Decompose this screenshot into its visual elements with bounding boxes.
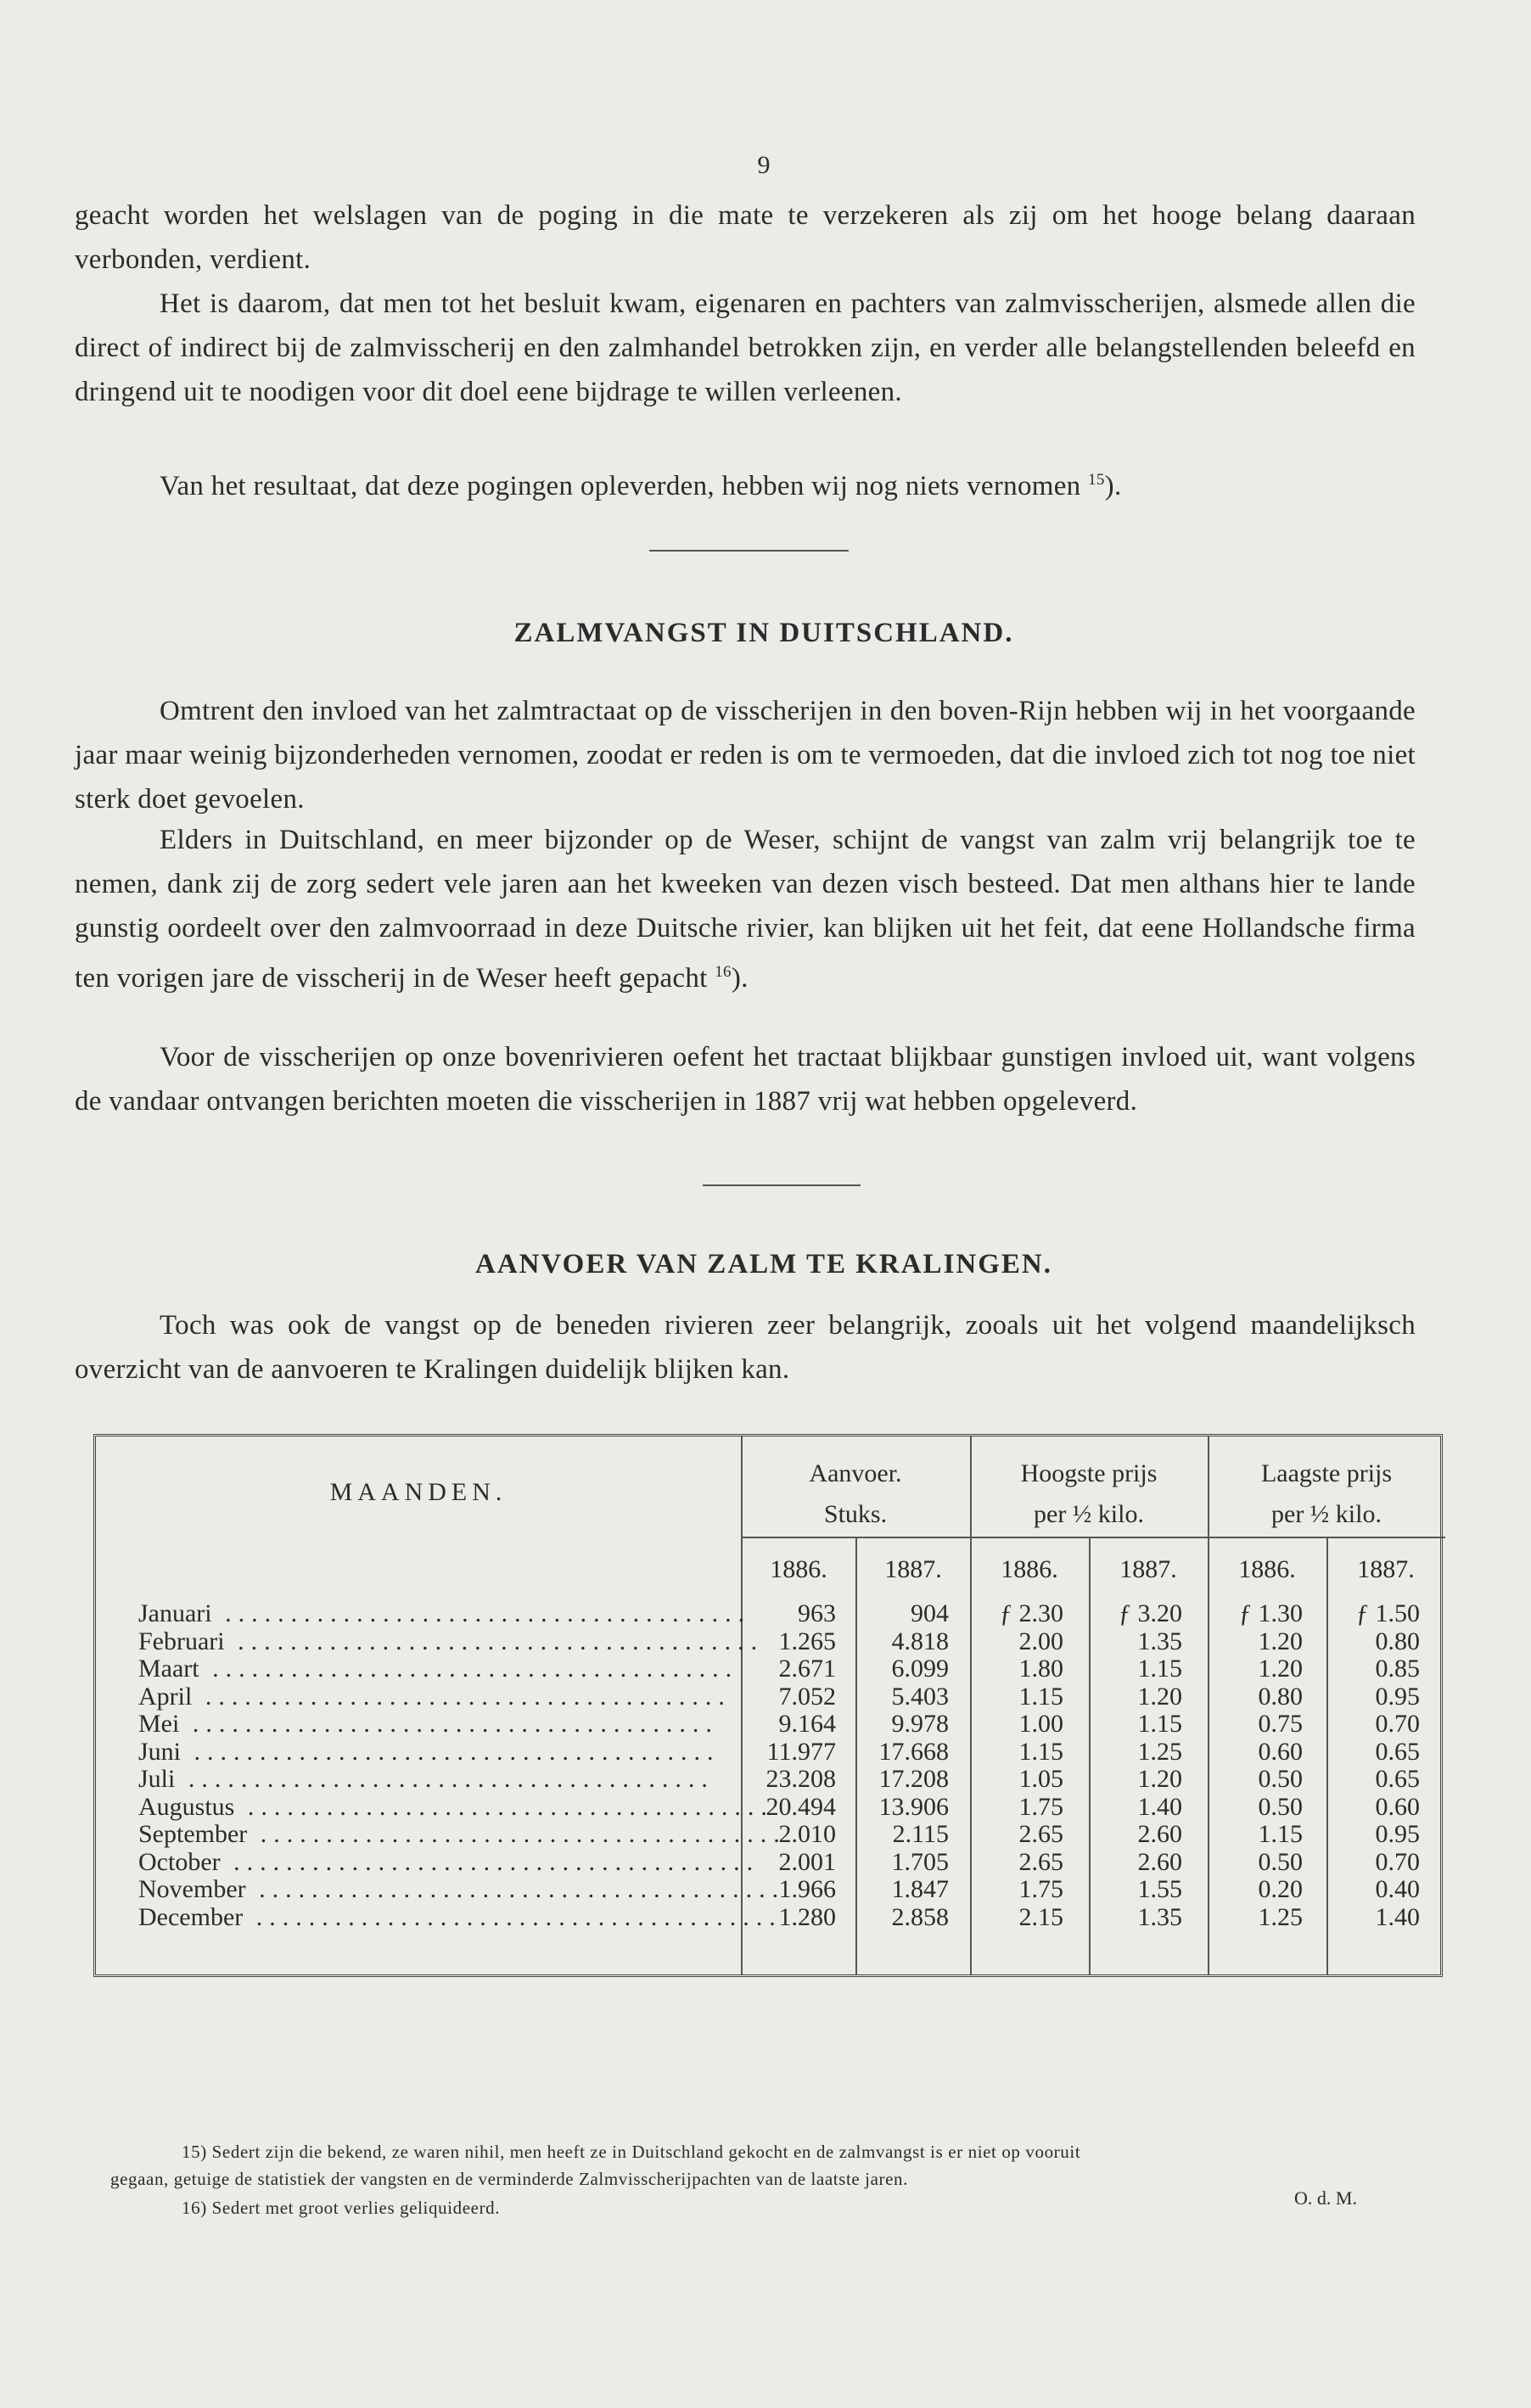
footnote-16-text: Sedert met groot verlies geliquideerd. — [211, 2198, 501, 2218]
table-cell: 1.25 — [1258, 1902, 1303, 1931]
paragraph-2: Het is daarom, dat men tot het besluit kwam, eigenaren en pachters van zalmvisscherijen, alsmede allen die direct of indirect bij de zalmvisscherij en den zalmhandel betrokken zijn, en verder alle belangstellenden beleefd en dringend uit te noodigen voor dit doel eene bijdrage te willen verleenen. — [75, 288, 1416, 407]
table-cell: 904 — [911, 1599, 949, 1627]
table-cell: 1.20 — [1258, 1655, 1303, 1683]
year-header: 1886. — [770, 1555, 827, 1583]
table-cell: 0.60 — [1375, 1792, 1420, 1821]
table-cell: 9.164 — [778, 1710, 836, 1738]
table-cell: 1.40 — [1375, 1902, 1420, 1931]
leader-dots: ........................................ — [224, 1627, 765, 1655]
table-cell: 0.85 — [1375, 1655, 1420, 1683]
footnote-15-continued: gegaan, getuige de statistiek der vangsten en de verminderde Zalmvisscherijpachten van de laatste jaren. — [110, 2169, 908, 2189]
month-label: Januari — [138, 1599, 212, 1627]
table-row — [138, 1627, 765, 1656]
header-laagste-line2: per ½ kilo. — [1271, 1500, 1382, 1528]
table-cell: 13.906 — [878, 1792, 949, 1821]
footnote-ref-15: 15 — [1088, 471, 1105, 489]
table-cell: 2.60 — [1137, 1820, 1182, 1848]
paragraph-1: geacht worden het welslagen van de poging in die mate te verzekeren als zij om het hooge belang daaraan verbonden, verdient. — [75, 200, 1416, 275]
table-cell: 4.818 — [891, 1627, 949, 1655]
footnote-ref-16: 16 — [715, 963, 732, 981]
month-label: Augustus — [138, 1792, 235, 1821]
month-label: November — [138, 1875, 246, 1903]
table-row — [138, 1738, 732, 1767]
paragraph-3 — [75, 458, 1416, 508]
leader-dots: ........................................ — [220, 1847, 760, 1876]
month-label: Juli — [138, 1765, 176, 1793]
footnote-15 — [182, 2138, 1531, 2165]
month-label: Juni — [138, 1737, 182, 1766]
table-cell: 0.65 — [1375, 1765, 1420, 1793]
table-cell: 1.20 — [1258, 1627, 1303, 1655]
table-row — [138, 1875, 786, 1904]
table-cell: 2.115 — [892, 1820, 949, 1848]
table-cell: 1.75 — [1018, 1875, 1063, 1903]
footnote-15-mark: 15) — [182, 2142, 207, 2162]
table-cell: 1.35 — [1137, 1902, 1182, 1931]
table-cell: 1.705 — [891, 1847, 949, 1876]
table-cell: 1.15 — [1018, 1682, 1063, 1711]
table-row — [138, 1710, 732, 1739]
table-row — [138, 1765, 732, 1794]
kralingen-table — [93, 1434, 1443, 1977]
table-cell: 0.95 — [1375, 1682, 1420, 1711]
table-cell: 17.208 — [878, 1765, 949, 1793]
header-laagste-line1: Laagste prijs — [1260, 1459, 1393, 1487]
paragraph-3-end: ). — [1104, 471, 1122, 501]
section1-paragraph-2-text: Elders in Duitschland, en meer bijzonder op de Weser, schijnt de vangst van zalm vrij belangrijk toe te nemen, dank zij de zorg sedert vele jaren aan het kweeken van dezen visch besteed. Dat men althans hier te lande gunstig oordeelt over den zalmvoorraad in deze Duitsche rivier, kan blijken uit het feit, dat eene Hollandsche firma ten vorigen jare de visscherij in de Weser heeft gepacht — [75, 825, 1416, 994]
table-row — [138, 1902, 782, 1932]
table-cell: 17.668 — [878, 1737, 949, 1766]
table-cell: 1.15 — [1018, 1737, 1063, 1766]
header-aanvoer — [741, 1453, 970, 1535]
table-cell: 0.65 — [1375, 1737, 1420, 1766]
table-cell: 11.977 — [766, 1737, 836, 1766]
month-label: April — [138, 1682, 193, 1711]
table-cell: 0.50 — [1258, 1765, 1303, 1793]
month-label: September — [138, 1820, 248, 1848]
leader-dots: ........................................ — [245, 1875, 786, 1903]
heading-zalmvangst: ZALMVANGST IN DUITSCHLAND. — [513, 618, 1014, 648]
table-cell: 20.494 — [766, 1792, 836, 1821]
table-cell: 7.052 — [778, 1682, 836, 1711]
table-cell: 1.280 — [778, 1902, 836, 1931]
table-row — [138, 1599, 752, 1628]
table-cell: 0.70 — [1375, 1710, 1420, 1738]
table-row — [138, 1655, 739, 1683]
month-label: December — [138, 1902, 244, 1931]
leader-dots: ........................................ — [234, 1792, 774, 1821]
leader-dots: ........................................ — [199, 1655, 739, 1683]
table-cell: 2.65 — [1018, 1820, 1063, 1848]
table-cell: 1.966 — [778, 1875, 836, 1903]
month-label: Mei — [138, 1710, 180, 1738]
table-cell: ƒ 1.30 — [1239, 1599, 1303, 1627]
header-hoogste-line1: Hoogste prijs — [1020, 1459, 1158, 1487]
table-cell: ƒ 2.30 — [1000, 1599, 1063, 1627]
table-cell: 0.95 — [1375, 1820, 1420, 1848]
table-cell: ƒ 3.20 — [1119, 1599, 1182, 1627]
table-cell: 0.50 — [1258, 1792, 1303, 1821]
table-row — [138, 1683, 732, 1711]
table-cell: 1.265 — [778, 1627, 836, 1655]
leader-dots: ........................................ — [192, 1682, 732, 1711]
footnote-15-line1: Sedert zijn die bekend, ze waren nihil, men heeft ze in Duitschland gekocht en de zalmvangst is er niet op vooruit — [211, 2142, 1081, 2162]
table-cell: 1.55 — [1137, 1875, 1182, 1903]
year-header: 1886. — [1001, 1555, 1058, 1583]
table-cell: ƒ 1.50 — [1356, 1599, 1420, 1627]
table-cell: 0.60 — [1258, 1737, 1303, 1766]
table-cell: 5.403 — [891, 1682, 949, 1711]
table-cell: 0.80 — [1375, 1627, 1420, 1655]
table-cell: 0.75 — [1258, 1710, 1303, 1738]
year-header: 1887. — [1357, 1555, 1415, 1583]
year-header: 1886. — [1238, 1555, 1296, 1583]
section1-paragraph-3: Voor de visscherijen op onze bovenrivieren oefent het tractaat blijkbaar gunstigen invloed uit, want volgens de vandaar ontvangen berichten moeten die visscherijen in 1887 vrij wat hebben opgeleverd. — [75, 1042, 1416, 1117]
table-cell: 1.80 — [1018, 1655, 1063, 1683]
leader-dots: ........................................ — [247, 1820, 787, 1848]
table-cell: 2.00 — [1018, 1627, 1063, 1655]
heading-aanvoer: AANVOER VAN ZALM TE KRALINGEN. — [474, 1249, 1053, 1280]
header-laagste — [1208, 1453, 1445, 1535]
divider-2 — [703, 1184, 861, 1186]
table-cell: 1.75 — [1018, 1792, 1063, 1821]
table-cell: 0.40 — [1375, 1875, 1420, 1903]
month-label: Februari — [138, 1627, 225, 1655]
table-cell: 0.50 — [1258, 1847, 1303, 1876]
table-cell: 1.25 — [1137, 1737, 1182, 1766]
table-cell: 1.847 — [891, 1875, 949, 1903]
header-hoogste — [970, 1453, 1208, 1535]
table-cell: 2.858 — [891, 1902, 949, 1931]
section1-paragraph-2-end: ). — [731, 963, 749, 994]
leader-dots: ........................................ — [175, 1765, 715, 1793]
table-cell: 2.15 — [1018, 1902, 1063, 1931]
month-label: Maart — [138, 1655, 199, 1683]
section2-paragraph-1: Toch was ook de vangst op de beneden rivieren zeer belangrijk, zooals uit het volgend maandelijksch overzicht van de aanvoeren te Kralingen duidelijk blijken kan. — [75, 1310, 1416, 1385]
header-maanden: MAANDEN. — [329, 1478, 508, 1506]
signature: O. d. M. — [1294, 2187, 1357, 2209]
leader-dots: ........................................ — [211, 1599, 752, 1627]
header-aanvoer-line1: Aanvoer. — [809, 1459, 902, 1487]
footnote-16-mark: 16) — [182, 2198, 207, 2218]
header-aanvoer-line2: Stuks. — [823, 1500, 888, 1528]
table-cell: 2.010 — [778, 1820, 836, 1848]
table-row — [138, 1820, 787, 1849]
page-number: 9 — [757, 151, 771, 179]
section1-paragraph-2 — [75, 818, 1416, 1000]
table-cell: 23.208 — [766, 1765, 836, 1793]
table-cell: 6.099 — [891, 1655, 949, 1683]
table-cell: 2.60 — [1137, 1847, 1182, 1876]
divider-1 — [649, 550, 849, 552]
table-cell: 963 — [798, 1599, 836, 1627]
table-cell: 1.40 — [1137, 1792, 1182, 1821]
table-cell: 2.001 — [778, 1847, 836, 1876]
table-cell: 0.20 — [1258, 1875, 1303, 1903]
table-cell: 0.70 — [1375, 1847, 1420, 1876]
year-header: 1887. — [1119, 1555, 1177, 1583]
table-cell: 9.978 — [891, 1710, 949, 1738]
table-cell: 2.671 — [778, 1655, 836, 1683]
table-row — [138, 1847, 760, 1877]
table-cell: 1.20 — [1137, 1765, 1182, 1793]
table-cell: 0.80 — [1258, 1682, 1303, 1711]
table-cell: 1.00 — [1018, 1710, 1063, 1738]
table-cell: 2.65 — [1018, 1847, 1063, 1876]
header-divider — [741, 1537, 1445, 1538]
table-cell: 1.05 — [1018, 1765, 1063, 1793]
year-header: 1887. — [884, 1555, 942, 1583]
month-label: October — [138, 1847, 221, 1876]
table-cell: 1.15 — [1137, 1710, 1182, 1738]
section1-paragraph-1: Omtrent den invloed van het zalmtractaat op de visscherijen in den boven-Rijn hebben wij in het voorgaande jaar maar weinig bijzonderheden vernomen, zoodat er reden is om te vermoeden, dat die invloed zich tot nog toe niet sterk doet gevoelen. — [75, 696, 1416, 815]
leader-dots: ........................................ — [243, 1902, 782, 1931]
paragraph-3-text: Van het resultaat, dat deze pogingen opleverden, hebben wij nog niets vernomen — [160, 471, 1081, 501]
header-hoogste-line2: per ½ kilo. — [1034, 1500, 1144, 1528]
table-row — [138, 1792, 774, 1822]
table-cell: 1.20 — [1137, 1682, 1182, 1711]
table-cell: 1.15 — [1258, 1820, 1303, 1848]
table-cell: 1.35 — [1137, 1627, 1182, 1655]
leader-dots: ........................................ — [179, 1710, 719, 1738]
leader-dots: ........................................ — [181, 1737, 721, 1766]
table-cell: 1.15 — [1137, 1655, 1182, 1683]
